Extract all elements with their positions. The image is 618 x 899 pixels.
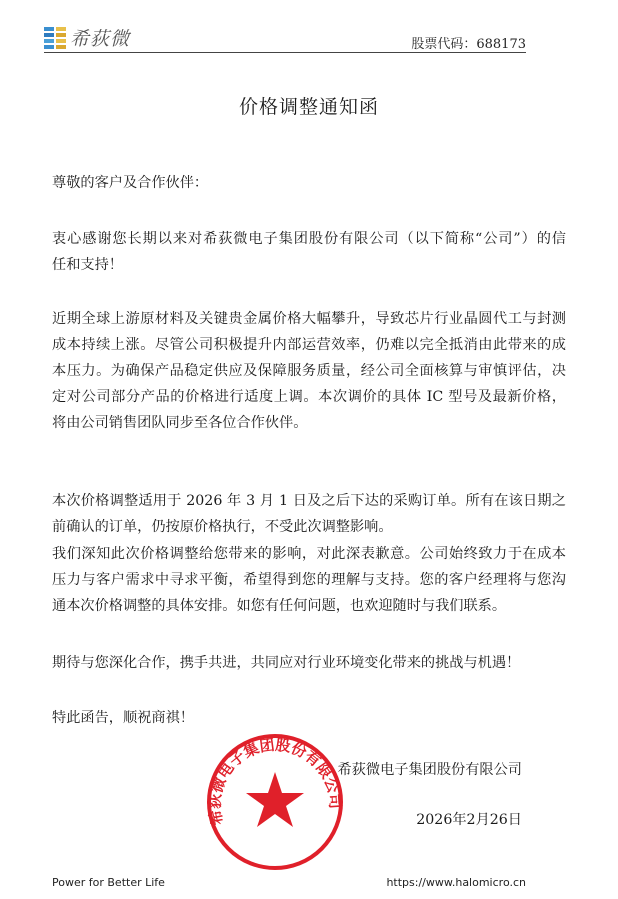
logo-mark-icon — [44, 27, 66, 49]
paragraph-line: 前确认的订单，仍按原价格执行，不受此次调整影响。 — [52, 519, 393, 535]
paragraph-line: 我们深知此次价格调整给您带来的影响，对此深表歉意。公司始终致力于在成本 — [52, 546, 566, 562]
greeting: 尊敬的客户及合作伙伴： — [52, 175, 209, 191]
company-logo — [44, 24, 130, 51]
paragraph-line: 通本次价格调整的具体安排。如您有任何问题，也欢迎随时与我们联系。 — [52, 598, 507, 614]
logo-text: 希荻微 — [70, 28, 131, 50]
stock-code: 股票代码：688173 — [411, 37, 526, 52]
paragraph-line: 本压力。为确保产品稳定供应及保障服务质量，经公司全面核算与审慎评估，决 — [52, 363, 566, 379]
paragraph-line: 特此函告，顺祝商祺！ — [52, 710, 194, 726]
paragraph-line: 将由公司销售团队同步至各位合作伙伴。 — [52, 415, 308, 431]
svg-text:希荻微电子集团股份有限公司: 希荻微电子集团股份有限公司 — [205, 735, 345, 827]
paragraph-line: 压力与客户需求中寻求平衡，希望得到您的理解与支持。您的客户经理将与您沟 — [52, 572, 566, 588]
signature-company: 希荻微电子集团股份有限公司 — [337, 762, 522, 778]
paragraph-line: 近期全球上游原材料及关键贵金属价格大幅攀升，导致芯片行业晶圆代工与封测 — [52, 311, 566, 327]
footer-url[interactable]: https://www.halomicro.cn — [386, 876, 526, 889]
document-title: 价格调整通知函 — [238, 96, 379, 118]
paragraph-line: 衷心感谢您长期以来对希荻微电子集团股份有限公司（以下简称“公司”）的信 — [52, 231, 566, 247]
paragraph-line: 成本持续上涨。尽管公司积极提升内部运营效率，仍难以完全抵消由此带来的成 — [52, 337, 566, 353]
signature-date: 2026年2月26日 — [416, 812, 522, 828]
paragraph-line: 期待与您深化合作，携手共进，共同应对行业环境变化带来的挑战与机遇！ — [52, 655, 521, 671]
paragraph-line: 本次价格调整适用于 2026 年 3 月 1 日及之后下达的采购订单。所有在该日期之 — [52, 493, 566, 509]
company-seal — [205, 732, 345, 872]
header-divider — [44, 52, 526, 53]
paragraph-line: 任和支持！ — [52, 257, 123, 273]
footer-slogan: Power for Better Life — [52, 876, 165, 889]
paragraph-line: 定对公司部分产品的价格进行适度上调。本次调价的具体 IC 型号及最新价格， — [52, 389, 566, 405]
